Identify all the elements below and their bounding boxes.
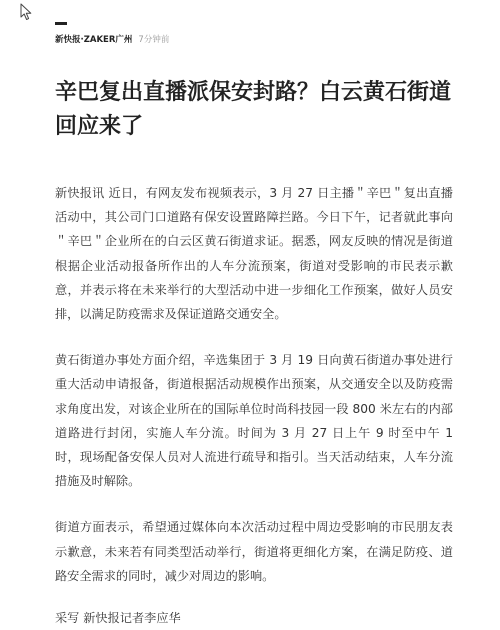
author-byline: 采写 新快报记者李应华 [55,611,181,626]
article-meta [55,34,453,46]
article [55,22,453,630]
mouse-pointer-icon [20,3,34,21]
paragraph-2: 黄石街道办事处方面介绍，辛选集团于 3 月 19 日向黄石街道办事处进行重大活动申请报备，街道根据活动规模作出预案，从交通安全以及防疫需求角度出发，对该企业所在的国际单位时尚科技园一段 800 米左右的内部道路进行封闭，实施人车分流。时间为 3 月 27 日上午 9 时至中午 1 时，现场配备安保人员对人流进行疏导和指引。当天活动结束，人车分流措施及时解除。 [55,353,453,489]
paragraph-1: 新快报讯 近日，有网友发布视频表示，3 月 27 日主播＂辛巴＂复出直播活动中，其公司门口道路有保安设置路障拦路。今日下午，记者就此事向＂辛巴＂企业所在的白云区黄石街道求证。据悉，网友反映的情况是街道根据企业活动报备所作出的人车分流预案，街道对受影响的市民表示歉意，并表示将在未来举行的大型活动中进一步细化工作预案，做好人员安排，以满足防疫需求及保证道路交通安全。 [55,186,453,322]
article-source[interactable]: 新快报·ZAKER广州 [55,35,133,45]
article-title: 辛巴复出直播派保安封路？白云黄石街道回应来了 [55,79,452,139]
source-marker [55,22,67,25]
publish-time: 7分钟前 [138,35,170,45]
paragraph-3: 街道方面表示，希望通过媒体向本次活动过程中周边受影响的市民朋友表示歉意，未来若有同类型活动举行，街道将更细化方案，在满足防疫、道路安全需求的同时，减少对周边的影响。 [55,520,453,583]
